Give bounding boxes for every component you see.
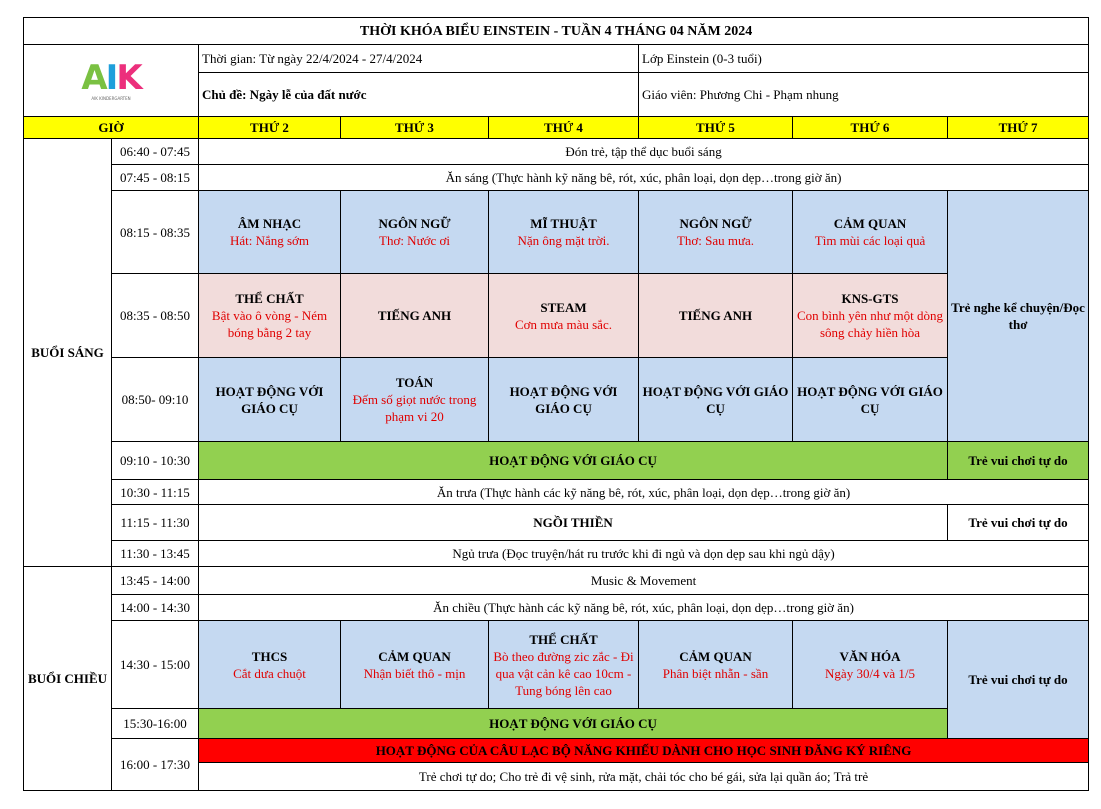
activity-bar: HOẠT ĐỘNG VỚI GIÁO CỤ bbox=[199, 709, 948, 739]
school-logo: AIK AIK KINDERGARTEN bbox=[81, 58, 141, 101]
activity-row: Ăn trưa (Thực hành các kỹ năng bê, rót, xúc, phân loại, dọn dẹp…trong giờ ăn) bbox=[199, 480, 1089, 505]
session-afternoon: BUỔI CHIỀU bbox=[24, 567, 112, 791]
saturday-cell: Trẻ vui chơi tự do bbox=[948, 442, 1089, 480]
lesson-cell: HOẠT ĐỘNG VỚI GIÁO CỤ bbox=[199, 358, 341, 442]
lesson-cell: THCS Cắt dưa chuột bbox=[199, 621, 341, 709]
time-slot: 06:40 - 07:45 bbox=[112, 139, 199, 165]
header-day: THỨ 5 bbox=[639, 117, 793, 139]
lesson-cell: THỂ CHẤT Bật vào ô vòng - Ném bóng bằng 2 tay bbox=[199, 274, 341, 358]
time-slot: 07:45 - 08:15 bbox=[112, 165, 199, 191]
activity-row: Trẻ chơi tự do; Cho trẻ đi vệ sinh, rửa mặt, chải tóc cho bé gái, sửa lại quần áo; Trả trẻ bbox=[199, 763, 1089, 791]
lesson-cell: CẢM QUAN Phân biệt nhẵn - sần bbox=[639, 621, 793, 709]
time-slot: 08:15 - 08:35 bbox=[112, 191, 199, 274]
page-title: THỜI KHÓA BIỂU EINSTEIN - TUẦN 4 THÁNG 04 NĂM 2024 bbox=[24, 18, 1089, 45]
header-time: GIỜ bbox=[24, 117, 199, 139]
lesson-cell: MĨ THUẬT Nặn ông mặt trời. bbox=[489, 191, 639, 274]
activity-row: Music & Movement bbox=[199, 567, 1089, 595]
lesson-cell: HOẠT ĐỘNG VỚI GIÁO CỤ bbox=[489, 358, 639, 442]
time-slot: 09:10 - 10:30 bbox=[112, 442, 199, 480]
saturday-cell: Trẻ vui chơi tự do bbox=[948, 505, 1089, 541]
logo-cell bbox=[24, 45, 199, 117]
lesson-cell: VĂN HÓA Ngày 30/4 và 1/5 bbox=[793, 621, 948, 709]
header-day: THỨ 7 bbox=[948, 117, 1089, 139]
timetable bbox=[23, 17, 1089, 791]
lesson-cell: CẢM QUAN Tìm mùi các loại quả bbox=[793, 191, 948, 274]
lesson-cell: TIẾNG ANH bbox=[341, 274, 489, 358]
time-slot: 14:30 - 15:00 bbox=[112, 621, 199, 709]
class-name: Lớp Einstein (0-3 tuổi) bbox=[639, 45, 1089, 73]
lesson-cell: ÂM NHẠC Hát: Nắng sớm bbox=[199, 191, 341, 274]
saturday-afternoon: Trẻ vui chơi tự do bbox=[948, 621, 1089, 739]
time-slot: 15:30-16:00 bbox=[112, 709, 199, 739]
lesson-cell: CẢM QUAN Nhận biết thô - mịn bbox=[341, 621, 489, 709]
lesson-cell: HOẠT ĐỘNG VỚI GIÁO CỤ bbox=[639, 358, 793, 442]
activity-row: NGỒI THIỀN bbox=[199, 505, 948, 541]
lesson-cell: TIẾNG ANH bbox=[639, 274, 793, 358]
lesson-cell: THỂ CHẤT Bò theo đường zic zắc - Đi qua vật cản kê cao 10cm - Tung bóng lên cao bbox=[489, 621, 639, 709]
time-range: Thời gian: Từ ngày 22/4/2024 - 27/4/2024 bbox=[199, 45, 639, 73]
lesson-cell: HOẠT ĐỘNG VỚI GIÁO CỤ bbox=[793, 358, 948, 442]
lesson-cell: STEAM Cơn mưa màu sắc. bbox=[489, 274, 639, 358]
saturday-morning: Trẻ nghe kể chuyện/Đọc thơ bbox=[948, 191, 1089, 442]
session-morning: BUỔI SÁNG bbox=[24, 139, 112, 567]
header-day: THỨ 6 bbox=[793, 117, 948, 139]
lesson-cell: NGÔN NGỮ Thơ: Sau mưa. bbox=[639, 191, 793, 274]
activity-row: Ăn chiều (Thực hành các kỹ năng bê, rót, xúc, phân loại, dọn dẹp…trong giờ ăn) bbox=[199, 595, 1089, 621]
teacher: Giáo viên: Phương Chi - Phạm nhung bbox=[639, 73, 1089, 117]
lesson-cell: NGÔN NGỮ Thơ: Nước ơi bbox=[341, 191, 489, 274]
time-slot: 11:15 - 11:30 bbox=[112, 505, 199, 541]
header-day: THỨ 4 bbox=[489, 117, 639, 139]
header-day: THỨ 3 bbox=[341, 117, 489, 139]
lesson-cell: TOÁN Đếm số giọt nước trong phạm vi 20 bbox=[341, 358, 489, 442]
time-slot: 13:45 - 14:00 bbox=[112, 567, 199, 595]
activity-bar: HOẠT ĐỘNG VỚI GIÁO CỤ bbox=[199, 442, 948, 480]
time-slot: 14:00 - 14:30 bbox=[112, 595, 199, 621]
lesson-cell: KNS-GTS Con bình yên như một dòng sông chảy hiền hòa bbox=[793, 274, 948, 358]
time-slot: 16:00 - 17:30 bbox=[112, 739, 199, 791]
header-day: THỨ 2 bbox=[199, 117, 341, 139]
time-slot: 11:30 - 13:45 bbox=[112, 541, 199, 567]
time-slot: 08:35 - 08:50 bbox=[112, 274, 199, 358]
club-activity-bar: HOẠT ĐỘNG CỦA CÂU LẠC BỘ NĂNG KHIẾU DÀNH CHO HỌC SINH ĐĂNG KÝ RIÊNG bbox=[199, 739, 1089, 763]
time-slot: 10:30 - 11:15 bbox=[112, 480, 199, 505]
activity-row: Ngủ trưa (Đọc truyện/hát ru trước khi đi ngủ và dọn dẹp sau khi ngủ dậy) bbox=[199, 541, 1089, 567]
topic: Chủ đề: Ngày lễ của đất nước bbox=[199, 73, 639, 117]
activity-row: Ăn sáng (Thực hành kỹ năng bê, rót, xúc, phân loại, dọn dẹp…trong giờ ăn) bbox=[199, 165, 1089, 191]
time-slot: 08:50- 09:10 bbox=[112, 358, 199, 442]
activity-row: Đón trẻ, tập thể dục buổi sáng bbox=[199, 139, 1089, 165]
